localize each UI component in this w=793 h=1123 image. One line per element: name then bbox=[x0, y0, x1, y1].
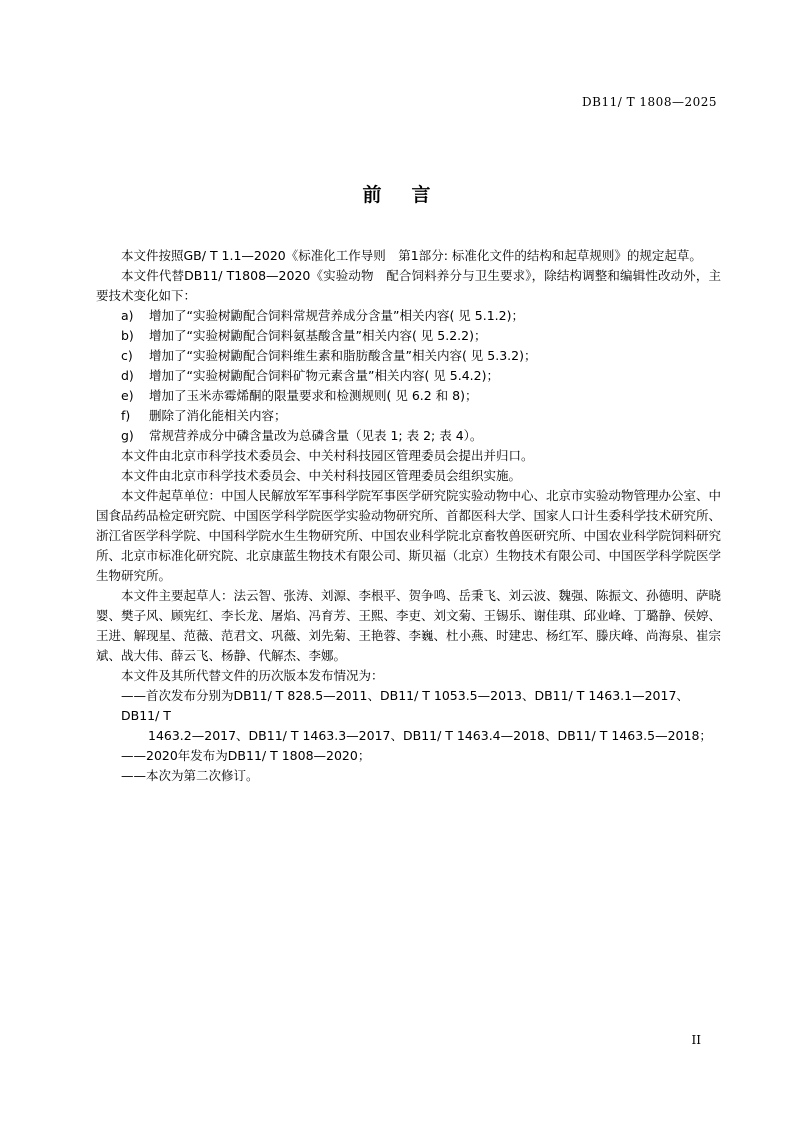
change-item bbox=[96, 306, 721, 326]
change-item bbox=[96, 366, 721, 386]
foreword-body bbox=[96, 246, 721, 786]
change-text: 增加了“实验树鼩配合饲料矿物元素含量”相关内容( 见 5.4.2)； bbox=[149, 368, 499, 383]
change-text: 删除了消化能相关内容； bbox=[149, 408, 287, 423]
change-text: 增加了“实验树鼩配合饲料维生素和脂肪酸含量”相关内容( 见 5.3.2)； bbox=[149, 348, 537, 363]
history-item: ——首次发布分别为DB11/ T 828.5—2011、DB11/ T 1053.5—2013、DB11/ T 1463.1—2017、DB11/ T bbox=[121, 688, 689, 723]
history-item: ——2020年发布为DB11/ T 1808—2020； bbox=[121, 748, 371, 763]
change-text: 增加了玉米赤霉烯酮的限量要求和检测规则( 见 6.2 和 8)； bbox=[149, 388, 478, 403]
history-item: ——本次为第二次修订。 bbox=[121, 768, 259, 783]
list-marker: b) bbox=[121, 328, 134, 343]
change-text: 增加了“实验树鼩配合饲料氨基酸含量”相关内容( 见 5.2.2)； bbox=[149, 328, 487, 343]
change-item bbox=[96, 386, 721, 406]
list-marker: a) bbox=[121, 308, 134, 323]
list-marker: d) bbox=[121, 368, 134, 383]
page-title: 前言 bbox=[362, 184, 461, 206]
document-code: DB11/ T 1808—2025 bbox=[582, 95, 717, 109]
paragraph-drafting-units: 本文件起草单位：中国人民解放军军事科学院军事医学研究院实验动物中心、北京市实验动物管理办公室、中国食品药品检定研究院、中国医学科学院医学实验动物研究所、首都医科大学、国家人口计生委科学技术研究所、浙江省医学科学院、中国科学院水生生物研究所、中国农业科学院北京畜牧兽医研究所、中国农业科学院饲料研究所、北京市标准化研究院、北京康蓝生物技术有限公司、斯贝福（北京）生物技术有限公司、中国医学科学院医学生物研究所。 bbox=[96, 488, 722, 583]
list-marker: e) bbox=[121, 388, 134, 403]
paragraph-history-intro: 本文件及其所代替文件的历次版本发布情况为： bbox=[121, 668, 384, 683]
change-text: 增加了“实验树鼩配合饲料常规营养成分含量”相关内容( 见 5.1.2)； bbox=[149, 308, 524, 323]
change-item bbox=[96, 406, 721, 426]
change-item bbox=[96, 426, 721, 446]
paragraph-replacement: 本文件代替DB11/ T1808—2020《实验动物 配合饲料养分与卫生要求》，除结构调整和编辑性改动外，主要技术变化如下： bbox=[96, 268, 721, 303]
paragraph-drafting-rules: 本文件按照GB/ T 1.1—2020《标准化工作导则 第1部分: 标准化文件的结构和起草规则》的规定起草。 bbox=[121, 248, 702, 263]
page-number: II bbox=[691, 1033, 701, 1047]
change-item bbox=[96, 346, 721, 366]
change-item bbox=[96, 326, 721, 346]
change-text: 常规营养成分中磷含量改为总磷含量（见表 1; 表 2; 表 4）。 bbox=[149, 428, 483, 443]
list-marker: g) bbox=[121, 428, 134, 443]
paragraph-drafters: 本文件主要起草人：法云智、张涛、刘源、李根平、贺争鸣、岳秉飞、刘云波、魏强、陈振文、孙德明、萨晓婴、樊子风、顾宪红、李长龙、屠焰、冯育芳、王熙、李吏、刘文菊、王锡乐、谢佳琪、邱业峰、丁璐静、侯婷、王进、解现星、范薇、范君文、巩薇、刘先菊、王艳蓉、李巍、杜小燕、时建忠、杨红军、滕庆峰、尚海泉、崔宗斌、战大伟、薛云飞、杨静、代解杰、李娜。 bbox=[96, 588, 722, 663]
history-item-continuation: 1463.2—2017、DB11/ T 1463.3—2017、DB11/ T 1463.4—2018、DB11/ T 1463.5—2018； bbox=[148, 728, 712, 743]
list-marker: c) bbox=[121, 348, 133, 363]
paragraph-proposer: 本文件由北京市科学技术委员会、中关村科技园区管理委员会提出并归口。 bbox=[121, 448, 534, 463]
paragraph-implementer: 本文件由北京市科学技术委员会、中关村科技园区管理委员会组织实施。 bbox=[121, 468, 522, 483]
list-marker: f) bbox=[121, 408, 131, 423]
